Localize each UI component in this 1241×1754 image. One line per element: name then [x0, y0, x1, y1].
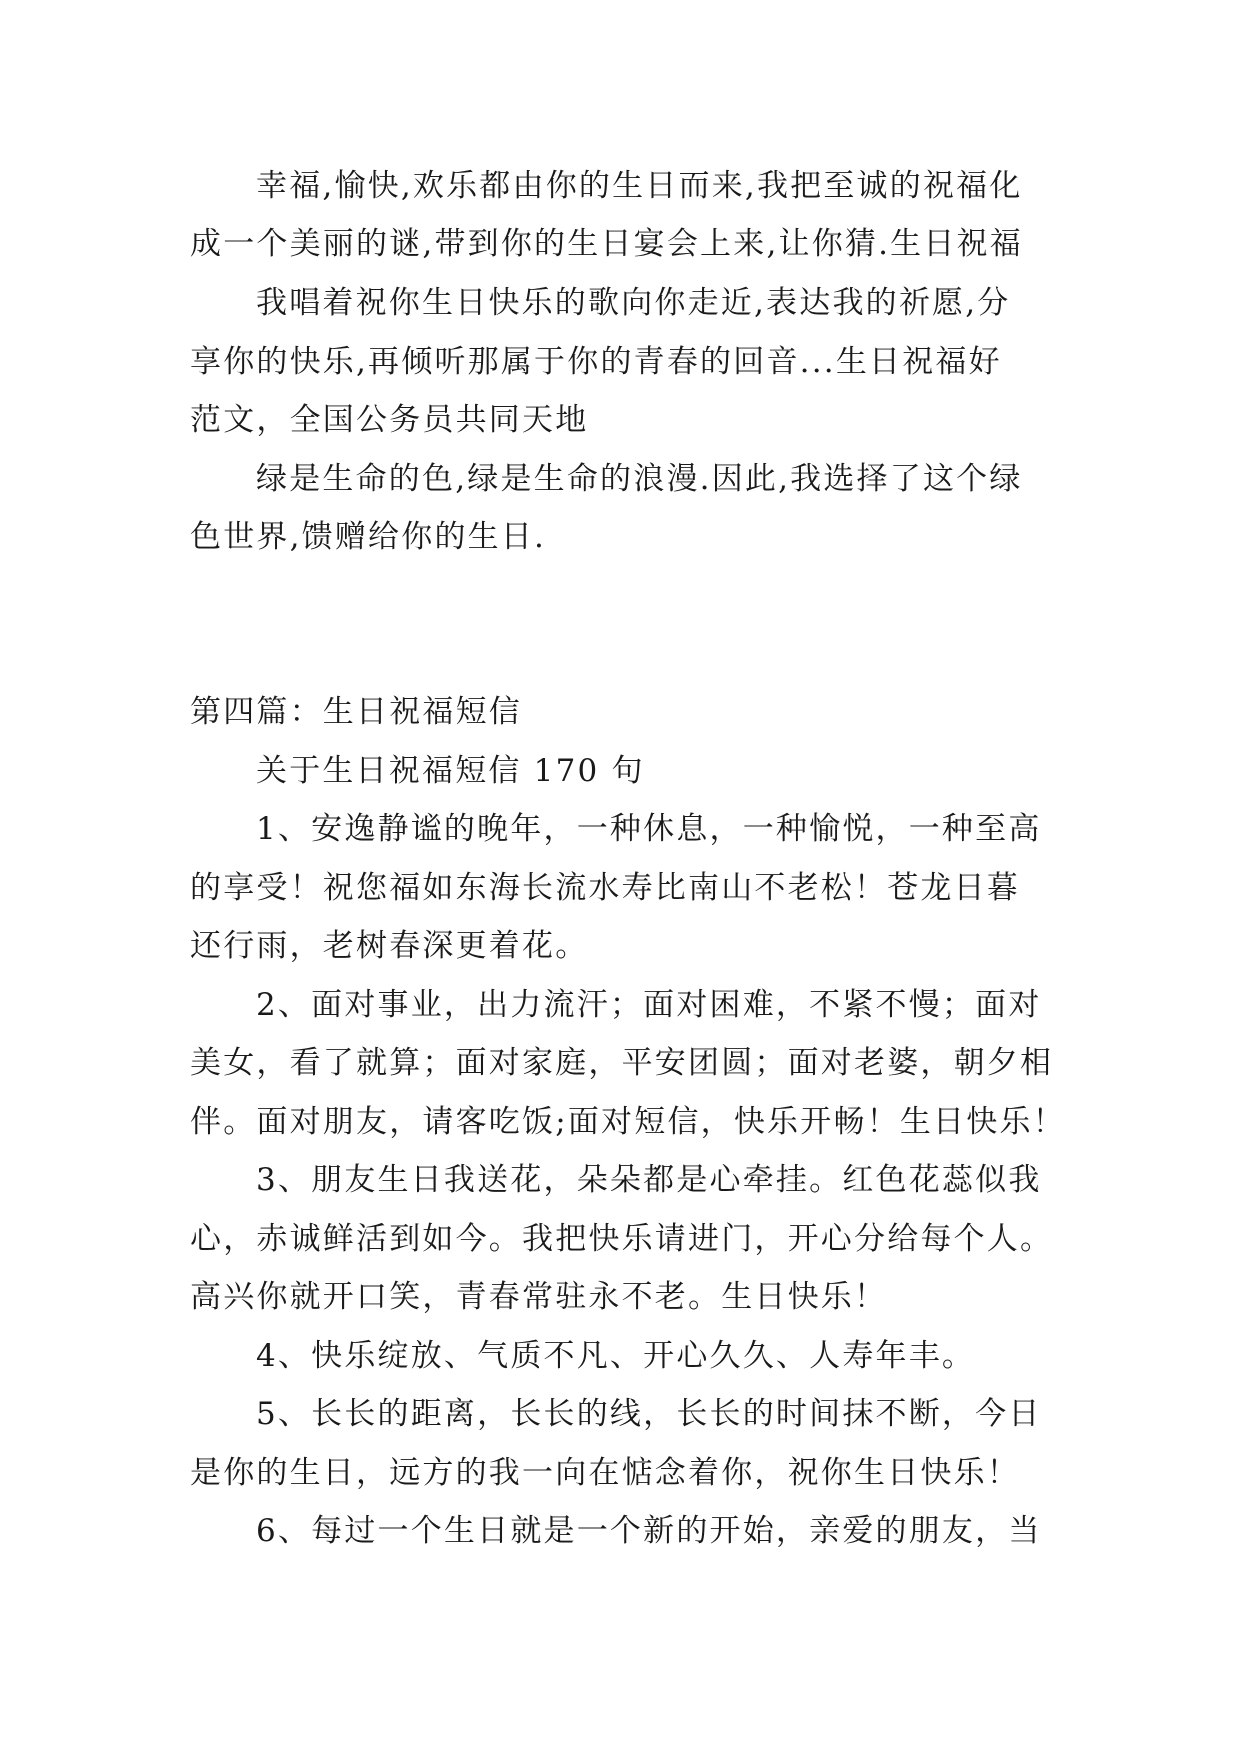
paragraph-line: 幸福,愉快,欢乐都由你的生日而来,我把至诚的祝福化 — [256, 168, 1023, 204]
paragraph-line: 2、面对事业，出力流汗；面对困难，不紧不慢；面对 — [256, 987, 1042, 1023]
paragraph-line: 还行雨，老树春深更着花。 — [190, 928, 589, 964]
subtitle: 关于生日祝福短信 170 句 — [256, 753, 645, 789]
paragraph-line: 高兴你就开口笑，青春常驻永不老。生日快乐！ — [190, 1279, 888, 1315]
paragraph-line: 6、每过一个生日就是一个新的开始，亲爱的朋友，当 — [256, 1513, 1042, 1549]
paragraph-line: 伴。面对朋友，请客吃饭;面对短信，快乐开畅！生日快乐！ — [190, 1104, 1066, 1140]
paragraph-line: 我唱着祝你生日快乐的歌向你走近,表达我的祈愿,分 — [256, 285, 1011, 321]
paragraph-line: 范文，全国公务员共同天地 — [190, 402, 589, 438]
paragraph-line: 的享受！祝您福如东海长流水寿比南山不老松！苍龙日暮 — [190, 870, 1020, 906]
paragraph-line: 4、快乐绽放、气质不凡、开心久久、人寿年丰。 — [256, 1338, 976, 1374]
paragraph-line: 是你的生日，远方的我一向在惦念着你，祝你生日快乐！ — [190, 1455, 1020, 1491]
paragraph-line: 5、长长的距离，长长的线，长长的时间抹不断，今日 — [256, 1396, 1042, 1432]
paragraph-line: 美女，看了就算；面对家庭，平安团圆；面对老婆，朝夕相 — [190, 1045, 1054, 1081]
paragraph-line: 3、朋友生日我送花，朵朵都是心牵挂。红色花蕊似我 — [256, 1162, 1042, 1198]
paragraph-line: 色世界,馈赠给你的生日. — [190, 519, 547, 555]
paragraph-line: 绿是生命的色,绿是生命的浪漫.因此,我选择了这个绿 — [256, 461, 1023, 497]
paragraph-line: 享你的快乐,再倾听那属于你的青春的回音...生日祝福好 — [190, 344, 1002, 380]
section-heading: 第四篇：生日祝福短信 — [190, 694, 522, 730]
paragraph-line: 成一个美丽的谜,带到你的生日宴会上来,让你猜.生日祝福 — [190, 226, 1023, 262]
paragraph-line: 1、安逸静谧的晚年，一种休息，一种愉悦，一种至高 — [256, 811, 1042, 847]
paragraph-line: 心，赤诚鲜活到如今。我把快乐请进门，开心分给每个人。 — [190, 1221, 1054, 1257]
